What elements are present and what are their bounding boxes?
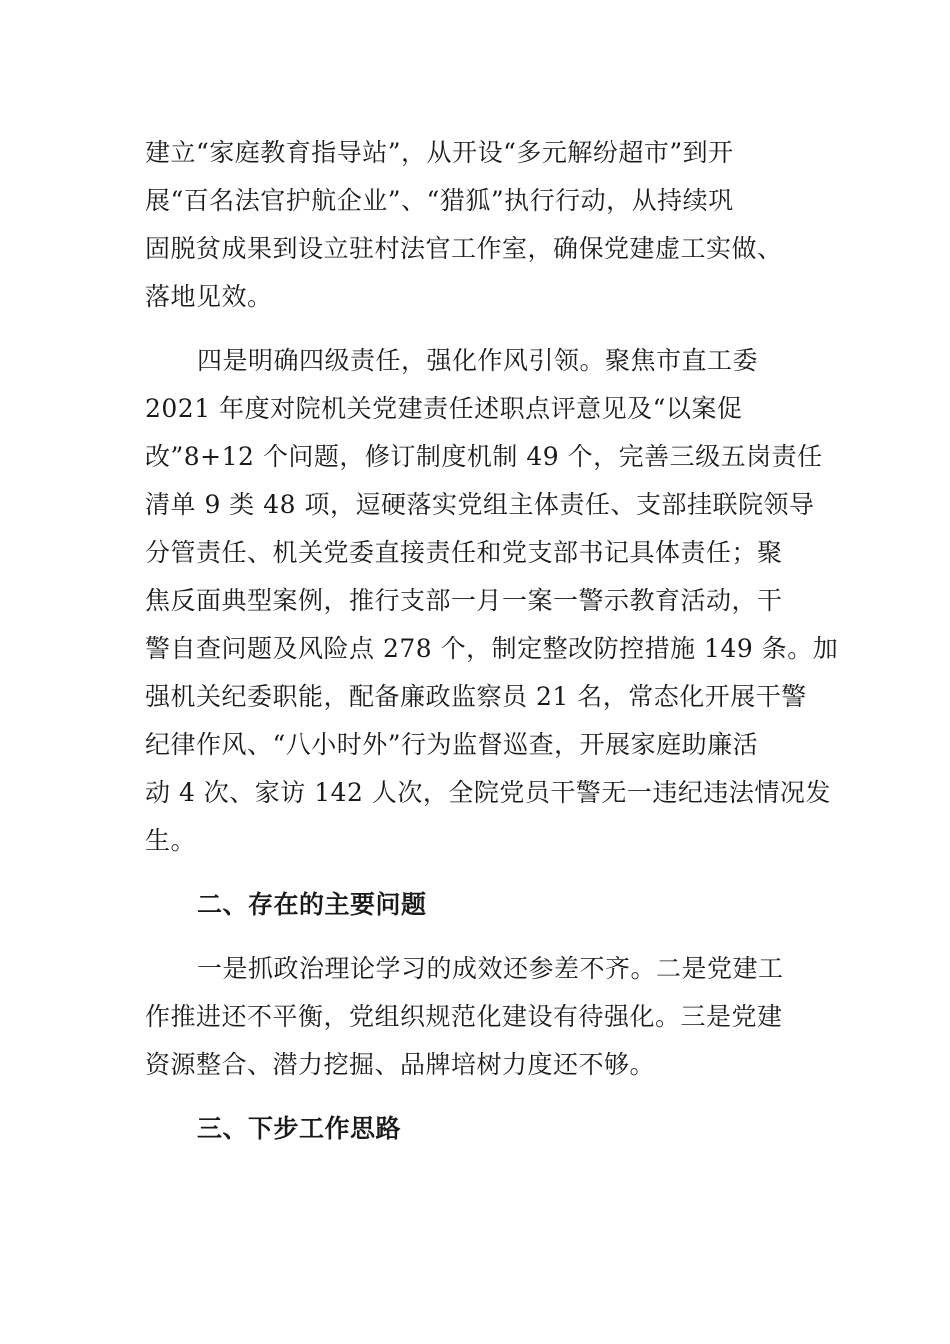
paragraph-2-line: 分管责任、机关党委直接责任和党支部书记具体责任；聚 <box>145 538 783 567</box>
paragraph-2-line: 四是明确四级责任，强化作风引领。聚焦市直工委 <box>197 346 759 375</box>
paragraph-2-line: 2021 年度对院机关党建责任述职点评意见及“以案促 <box>145 394 743 423</box>
paragraph-1-line: 建立“家庭教育指导站”，从开设“多元解纷超市”到开 <box>145 138 734 167</box>
paragraph-2-line: 警自查问题及风险点 278 个，制定整改防控措施 149 条。加 <box>145 634 839 663</box>
paragraph-2-line: 强机关纪委职能，配备廉政监察员 21 名，常态化开展干警 <box>145 682 807 711</box>
paragraph-2-line: 纪律作风、“八小时外”行为监督巡查，开展家庭助廉活 <box>145 730 759 759</box>
paragraph-2-line: 焦反面典型案例，推行支部一月一案一警示教育活动，干 <box>145 586 783 615</box>
paragraph-1-line: 落地见效。 <box>145 282 273 311</box>
paragraph-3-line: 一是抓政治理论学习的成效还参差不齐。二是党建工 <box>197 954 784 983</box>
section-heading-problems: 二、存在的主要问题 <box>197 890 427 919</box>
section-heading-next-steps: 三、下步工作思路 <box>197 1114 402 1143</box>
paragraph-1-line: 固脱贫成果到设立驻村法官工作室，确保党建虚工实做、 <box>145 234 783 263</box>
paragraph-1-line: 展“百名法官护航企业”、“猎狐”执行行动，从持续巩 <box>145 186 734 215</box>
paragraph-2-line: 清单 9 类 48 项，逗硬落实党组主体责任、支部挂联院领导 <box>145 490 815 519</box>
paragraph-2-line: 生。 <box>145 826 197 855</box>
paragraph-3-line: 作推进还不平衡，党组织规范化建设有待强化。三是党建 <box>145 1002 783 1031</box>
paragraph-2-line: 改”8+12 个问题，修订制度机制 49 个，完善三级五岗责任 <box>145 442 823 471</box>
paragraph-3-line: 资源整合、潜力挖掘、品牌培树力度还不够。 <box>145 1050 656 1079</box>
paragraph-2-line: 动 4 次、家访 142 人次，全院党员干警无一违纪违法情况发 <box>145 778 831 807</box>
